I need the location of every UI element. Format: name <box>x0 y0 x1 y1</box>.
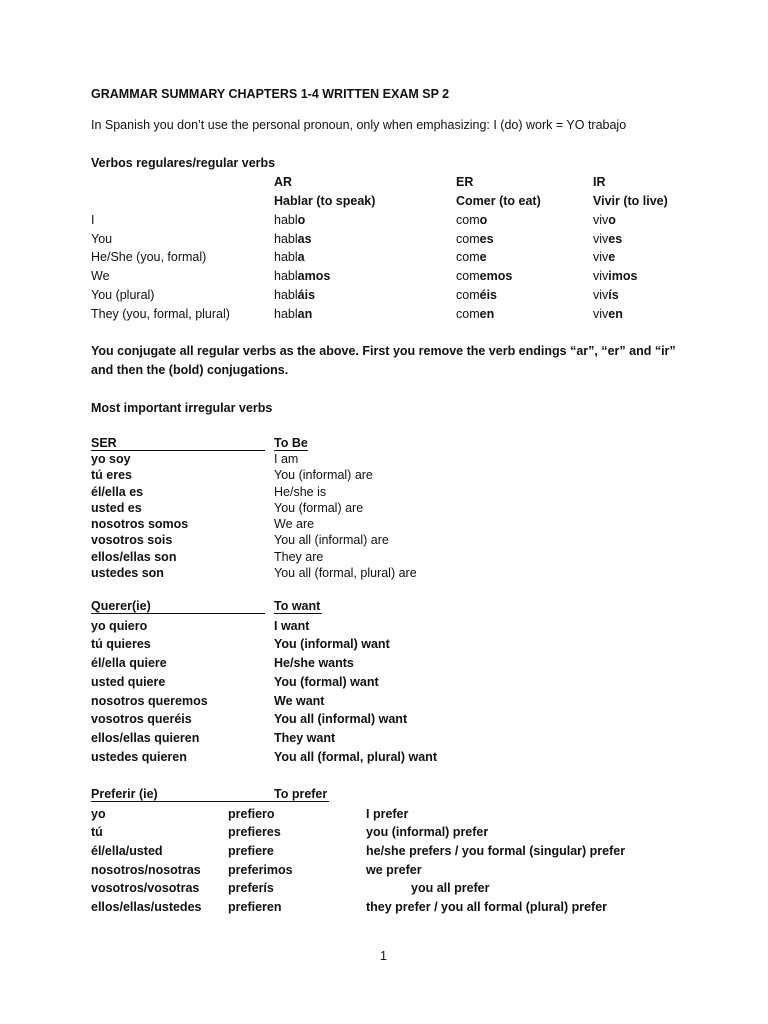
preferir-pronoun: vosotros/vosotras <box>91 881 200 895</box>
preferir-translation: you (informal) prefer <box>366 825 489 839</box>
er-form: comemos <box>456 269 513 283</box>
querer-translation: I want <box>274 619 310 633</box>
page-title: GRAMMAR SUMMARY CHAPTERS 1-4 WRITTEN EXAM SP 2 <box>91 87 450 101</box>
ar-form: habla <box>274 250 305 264</box>
pronoun-cell: They (you, formal, plural) <box>91 307 230 321</box>
ar-form: hablo <box>274 213 306 227</box>
er-form: come <box>456 250 487 264</box>
querer-translation: We want <box>274 694 325 708</box>
preferir-pronoun: tú <box>91 825 103 839</box>
ser-form: ellos/ellas son <box>91 550 177 564</box>
ser-form: yo soy <box>91 452 131 466</box>
ser-translation: They are <box>274 550 324 564</box>
ir-form: vivís <box>593 288 619 302</box>
ser-translation-heading: To Be <box>274 436 308 450</box>
querer-translation: You (informal) want <box>274 637 390 651</box>
querer-translation: He/she wants <box>274 656 354 670</box>
page-number: 1 <box>380 949 387 963</box>
pronoun-cell: I <box>91 213 95 227</box>
ar-column-head: AR <box>274 175 293 189</box>
preferir-translation: I prefer <box>366 807 409 821</box>
querer-heading: Querer(ie) <box>91 599 151 613</box>
ser-translation: He/she is <box>274 485 327 499</box>
er-verb-label: Comer (to eat) <box>456 194 541 208</box>
preferir-pronoun: yo <box>91 807 106 821</box>
querer-form: vosotros queréis <box>91 712 192 726</box>
preferir-pronoun: él/ella/usted <box>91 844 163 858</box>
er-form: comen <box>456 307 495 321</box>
querer-translation-heading: To want <box>274 599 321 613</box>
ser-translation: I am <box>274 452 299 466</box>
querer-translation: You (formal) want <box>274 675 379 689</box>
preferir-translation: we prefer <box>366 863 422 877</box>
preferir-translation: he/she prefers / you formal (singular) prefer <box>366 844 626 858</box>
ser-translation: You (informal) are <box>274 468 373 482</box>
ser-translation: You (formal) are <box>274 501 364 515</box>
intro-text: In Spanish you don’t use the personal pronoun, only when emphasizing: I (do) work = YO trabajo <box>91 118 627 132</box>
querer-form: usted quiere <box>91 675 166 689</box>
ser-translation: We are <box>274 517 315 531</box>
ir-form: viven <box>593 307 623 321</box>
preferir-form: prefieren <box>228 900 282 914</box>
preferir-form: prefieres <box>228 825 281 839</box>
ser-form: él/ella es <box>91 485 144 499</box>
pronoun-cell: He/She (you, formal) <box>91 250 207 264</box>
ar-verb-label: Hablar (to speak) <box>274 194 376 208</box>
querer-form: ellos/ellas quieren <box>91 731 200 745</box>
er-form: comes <box>456 232 494 246</box>
querer-form: tú quieres <box>91 637 151 651</box>
preferir-form: preferimos <box>228 863 293 877</box>
ir-form: vivo <box>593 213 616 227</box>
ir-form: vive <box>593 250 616 264</box>
querer-translation: You all (informal) want <box>274 712 408 726</box>
querer-translation: They want <box>274 731 336 745</box>
regular-note-line-1: You conjugate all regular verbs as the above. First you remove the verb endings “ar”, “er” and “ir” <box>91 344 676 358</box>
ar-form: hablas <box>274 232 312 246</box>
ir-verb-label: Vivir (to live) <box>593 194 668 208</box>
preferir-pronoun: nosotros/nosotras <box>91 863 201 877</box>
ser-heading: SER <box>91 436 117 450</box>
preferir-form: preferís <box>228 881 274 895</box>
ser-form: nosotros somos <box>91 517 189 531</box>
regular-verbs-heading: Verbos regulares/regular verbs <box>91 156 276 170</box>
ir-form: vivimos <box>593 269 638 283</box>
ir-form: vives <box>593 232 623 246</box>
preferir-translation: you all prefer <box>411 881 490 895</box>
pronoun-cell: You (plural) <box>91 288 155 302</box>
querer-translation: You all (formal, plural) want <box>274 750 437 764</box>
preferir-translation: they prefer / you all formal (plural) prefer <box>366 900 608 914</box>
preferir-form: prefiere <box>228 844 274 858</box>
ser-translation: You all (formal, plural) are <box>274 566 417 580</box>
ar-form: hablan <box>274 307 313 321</box>
ser-form: ustedes son <box>91 566 164 580</box>
querer-form: yo quiero <box>91 619 148 633</box>
pronoun-cell: You <box>91 232 113 246</box>
ar-form: habláis <box>274 288 316 302</box>
preferir-translation-heading: To prefer <box>274 787 328 801</box>
preferir-pronoun: ellos/ellas/ustedes <box>91 900 202 914</box>
ser-form: vosotros sois <box>91 533 173 547</box>
querer-form: nosotros queremos <box>91 694 208 708</box>
regular-note-line-2: and then the (bold) conjugations. <box>91 363 289 377</box>
preferir-form: prefiero <box>228 807 275 821</box>
irregular-verbs-heading: Most important irregular verbs <box>91 401 273 415</box>
querer-form: ustedes quieren <box>91 750 187 764</box>
er-form: como <box>456 213 488 227</box>
ser-underline <box>91 436 265 451</box>
preferir-heading: Preferir (ie) <box>91 787 158 801</box>
er-column-head: ER <box>456 175 474 189</box>
ir-column-head: IR <box>593 175 606 189</box>
ser-form: tú eres <box>91 468 132 482</box>
pronoun-cell: We <box>91 269 110 283</box>
ar-form: hablamos <box>274 269 331 283</box>
er-form: coméis <box>456 288 498 302</box>
ser-translation: You all (informal) are <box>274 533 389 547</box>
querer-form: él/ella quiere <box>91 656 167 670</box>
ser-form: usted es <box>91 501 142 515</box>
